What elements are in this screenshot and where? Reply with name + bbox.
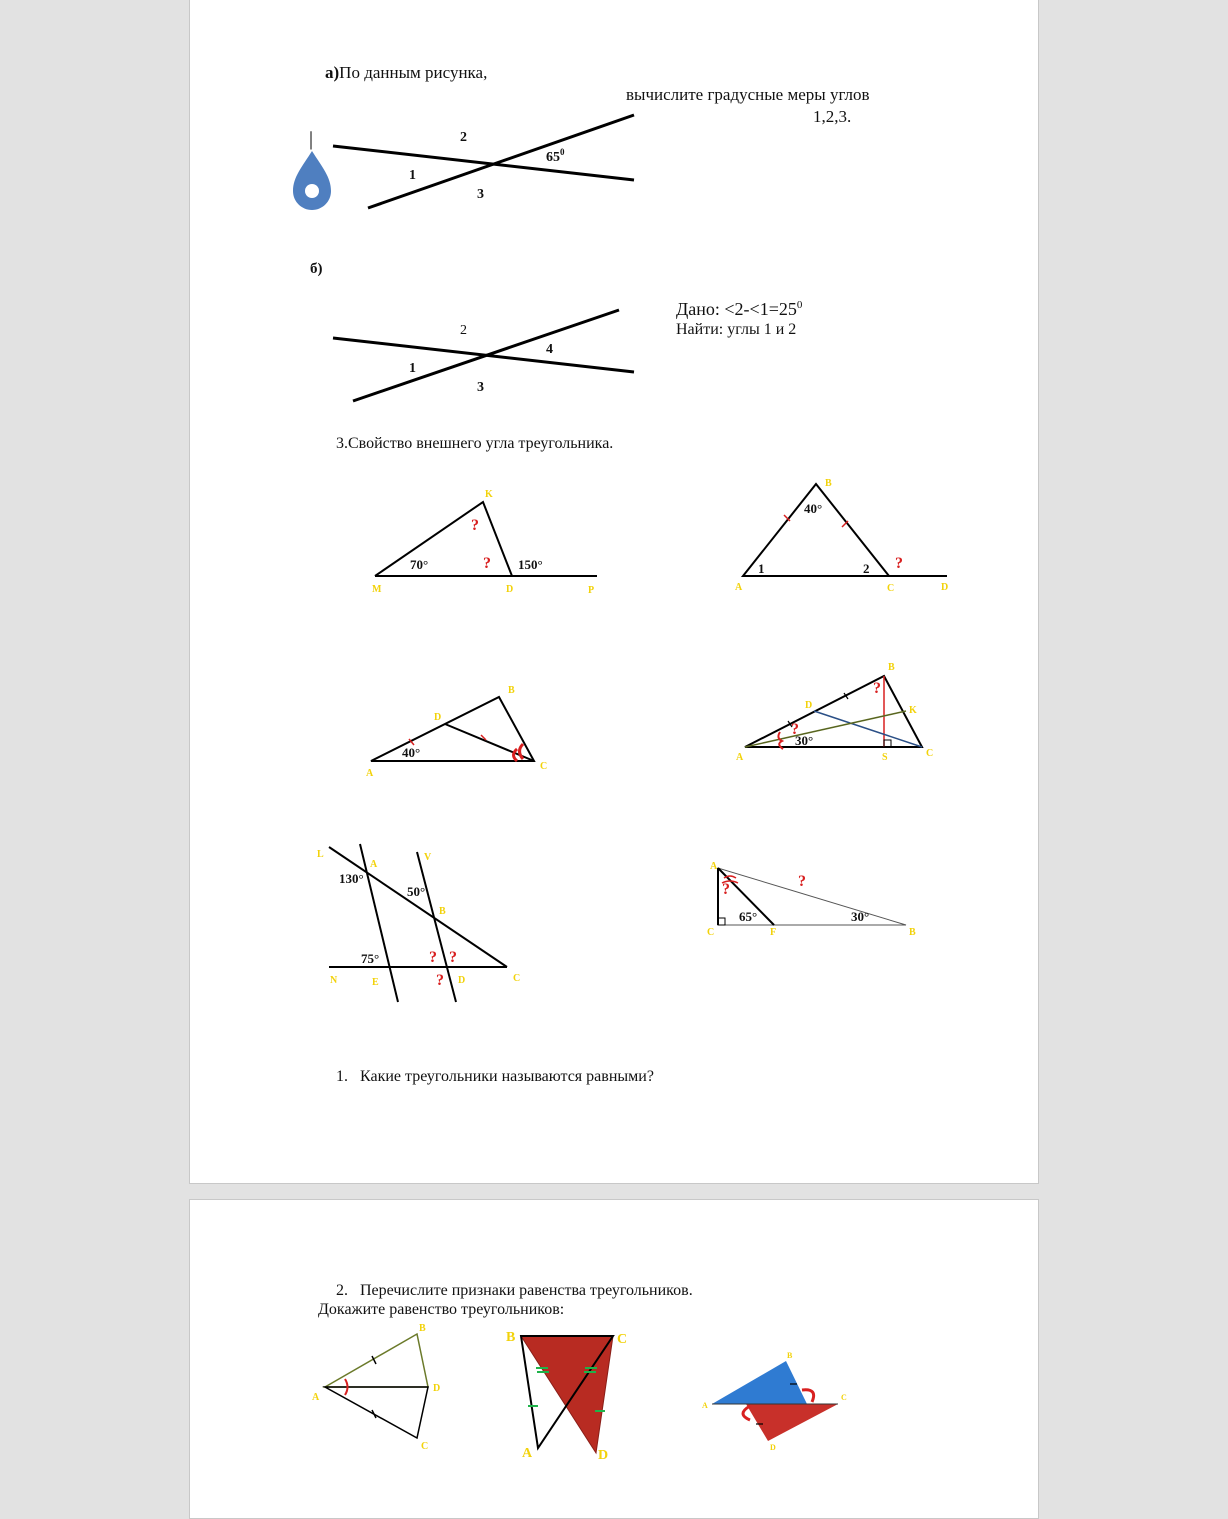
- question-1-number: 1.: [336, 1068, 348, 1085]
- figures-congruence: [190, 1200, 1040, 1500]
- vertex-a: A: [735, 582, 743, 593]
- fig2-vertex-b: B: [506, 1330, 516, 1345]
- figure-right-triangle: [190, 0, 1040, 1019]
- triangle-acd-red: [746, 1404, 838, 1441]
- question-1: [336, 1068, 654, 1086]
- part-a-text-1: По данным рисунка,: [339, 63, 488, 82]
- vertex-f: F: [770, 927, 777, 938]
- fig1-vertex-c: C: [421, 1441, 429, 1452]
- fig3-vertex-a: A: [702, 1401, 708, 1410]
- label-b: B: [439, 906, 446, 917]
- angle-label-1: 1: [409, 168, 416, 183]
- angle-label-3: 3: [477, 380, 484, 395]
- triangle-abc-blue: [712, 1361, 807, 1404]
- label-c: C: [513, 973, 521, 984]
- vertex-c: C: [926, 748, 934, 759]
- unknown-a: ?: [722, 881, 730, 898]
- fig1-vertex-b: B: [419, 1323, 426, 1334]
- label-d: D: [458, 975, 466, 986]
- vertex-d: D: [805, 700, 813, 711]
- unknown-1: ?: [429, 949, 437, 966]
- label-e: E: [372, 977, 379, 988]
- angle-1: 1: [758, 561, 765, 576]
- fig1-vertex-d: D: [433, 1383, 441, 1394]
- vertex-c: C: [540, 761, 548, 772]
- angle-50: 50°: [407, 884, 426, 899]
- question-2-number: 2.: [336, 1282, 348, 1299]
- vertex-b: B: [825, 478, 832, 489]
- vertex-m: M: [372, 584, 382, 595]
- vertex-b: B: [888, 662, 895, 673]
- part-b-find: Найти: углы 1 и 2: [676, 321, 797, 338]
- triangle-bcd: [521, 1336, 613, 1453]
- angle-label-4: 4: [546, 342, 553, 357]
- question-2-text: Перечислите признаки равенства треугольников.: [360, 1282, 693, 1299]
- vertex-c: C: [887, 583, 895, 594]
- unknown-exterior: ?: [895, 555, 903, 572]
- vertex-b: B: [909, 927, 916, 938]
- document-page-1: [189, 0, 1039, 1184]
- vertex-a: A: [736, 752, 744, 763]
- vertex-s: S: [882, 752, 888, 763]
- vertex-b: B: [508, 685, 515, 696]
- fig3-vertex-c: C: [841, 1393, 847, 1402]
- angle-label-1: 1: [409, 361, 416, 376]
- label-l: L: [317, 849, 324, 860]
- label-v: V: [424, 852, 432, 863]
- fig2-vertex-a: A: [522, 1446, 533, 1461]
- part-a-text-3: 1,2,3.: [813, 107, 852, 126]
- angle-150: 150°: [518, 557, 543, 572]
- triangle-abd: [325, 1334, 428, 1387]
- angle-arc-a: [743, 1406, 750, 1420]
- angle-30: 30°: [795, 733, 814, 748]
- angle-40: 40°: [402, 745, 421, 760]
- vertex-k: K: [485, 489, 493, 500]
- angle-label-3: 3: [477, 187, 484, 202]
- part-a-text-2: вычислите градусные меры углов: [626, 85, 870, 104]
- vertex-p: P: [588, 585, 595, 596]
- unknown-a: ?: [791, 721, 799, 738]
- unknown-2: ?: [449, 949, 457, 966]
- fig2-vertex-c: C: [617, 1332, 628, 1347]
- angle-130: 130°: [339, 871, 364, 886]
- text-cursor: |: [309, 128, 314, 150]
- vertex-a: A: [366, 768, 374, 779]
- unknown-k: ?: [471, 517, 479, 534]
- triangle-adc: [325, 1387, 428, 1438]
- given-deg: 0: [796, 299, 803, 311]
- document-page-2: [189, 1199, 1039, 1519]
- unknown-d: ?: [483, 555, 491, 572]
- angle-70: 70°: [410, 557, 429, 572]
- prove-instruction: Докажите равенство треугольников:: [318, 1301, 565, 1318]
- label-n: N: [330, 975, 338, 986]
- angle-65: 65°: [739, 909, 758, 924]
- angle-2: 2: [863, 561, 870, 576]
- vertex-a: A: [710, 861, 718, 872]
- fig3-vertex-b: B: [787, 1351, 793, 1360]
- section-3-title: 3.Свойство внешнего угла треугольника.: [336, 435, 614, 452]
- fig2-vertex-d: D: [598, 1448, 609, 1463]
- question-1-text: Какие треугольники называются равными?: [360, 1068, 654, 1085]
- angle-label-2: 2: [460, 130, 467, 145]
- angle-65-label: $65^0$: [546, 147, 565, 165]
- angle-40: 40°: [804, 501, 823, 516]
- vertex-k: K: [909, 705, 917, 716]
- unknown-ab: ?: [798, 873, 806, 890]
- right-angle-c: [718, 918, 725, 925]
- given-prefix: Дано:: [676, 299, 725, 319]
- angle-label-2: 2: [460, 323, 467, 338]
- unknown-b: ?: [873, 680, 881, 697]
- label-a: A: [370, 859, 378, 870]
- angle-75: 75°: [361, 951, 380, 966]
- part-b-label: б): [310, 261, 323, 277]
- vertex-c: C: [707, 927, 715, 938]
- given-expr: <2-<1=25: [724, 299, 797, 319]
- vertex-d: D: [434, 712, 442, 723]
- unknown-3: ?: [436, 972, 444, 989]
- vertex-d: D: [941, 582, 949, 593]
- vertex-d: D: [506, 584, 514, 595]
- fig3-vertex-d: D: [770, 1443, 776, 1452]
- angle-30: 30°: [851, 909, 870, 924]
- part-a-label: а): [325, 63, 340, 82]
- fig1-vertex-a: A: [312, 1392, 320, 1403]
